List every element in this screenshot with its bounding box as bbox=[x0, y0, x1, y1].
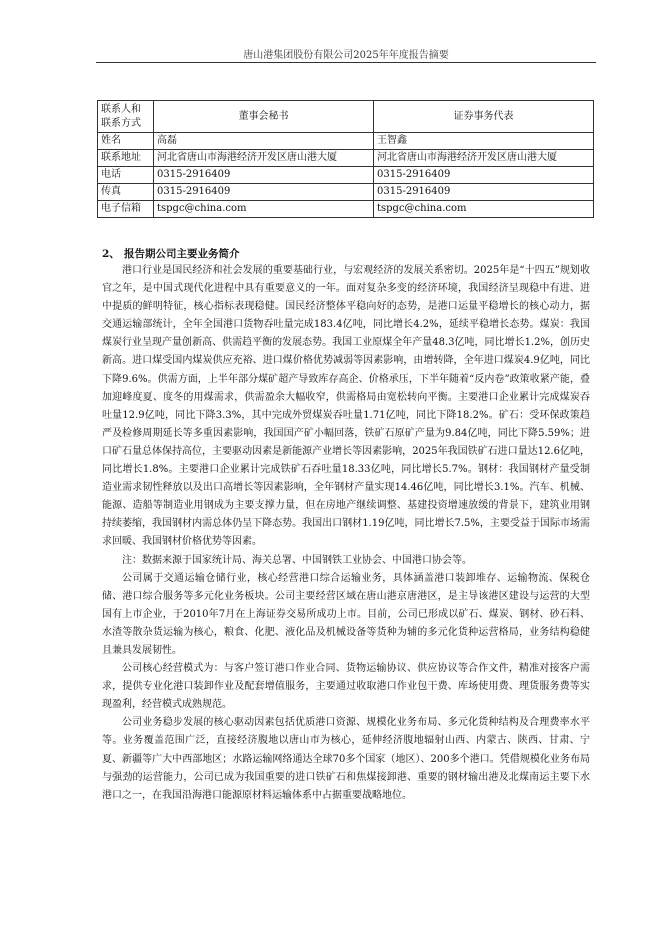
column-header-secretary: 董事会秘书 bbox=[154, 101, 374, 133]
representative-cell: tspgc@china.com bbox=[374, 201, 594, 218]
section-title: 报告期公司主要业务简介 bbox=[124, 248, 240, 260]
header-rule bbox=[96, 62, 596, 63]
row-label: 姓名 bbox=[98, 133, 154, 150]
representative-cell: 王智鑫 bbox=[374, 133, 594, 150]
table-row bbox=[98, 201, 594, 218]
paragraph-company: 公司属于交通运输仓储行业，核心经营港口综合运输业务，具体涵盖港口装卸堆存、运输物流、保税仓储、港口综合服务等多元化业务板块。公司主要经营区域在唐山港京唐港区，是主导该港区建设与运营的大型国有上市企业，于2010年7月在上海证券交易所成功上市。目前，公司已形成以矿石、煤炭、钢材、砂石料、水渣等散杂货运输为核心，粮食、化肥、液化品及机械设备等货种为辅的多元化货种运营格局，业务结构稳健且兼具发展韧性。 bbox=[102, 572, 590, 656]
row-label: 传真 bbox=[98, 184, 154, 201]
column-header-representative: 证券事务代表 bbox=[374, 101, 594, 133]
paragraph-note: 注：数据来源于国家统计局、海关总署、中国钢铁工业协会、中国港口协会等。 bbox=[122, 554, 472, 566]
section-heading bbox=[102, 246, 240, 261]
row-label: 联系地址 bbox=[98, 150, 154, 167]
section-number: 2、 bbox=[102, 248, 120, 260]
representative-cell: 0315-2916409 bbox=[374, 167, 594, 184]
page-header: 唐山港集团股份有限公司2025年年度报告摘要 bbox=[243, 50, 449, 61]
paragraph-business-model: 公司核心经营模式为：与客户签订港口作业合同、货物运输协议、供应协议等合作文件，精准对接客户需求，提供专业化港口装卸作业及配套增值服务，主要通过收取港口作业包干费、库场使用费、理货服务费等实现盈利，经营模式成熟规范。 bbox=[102, 663, 590, 711]
table-row bbox=[98, 184, 594, 201]
secretary-cell: 高磊 bbox=[154, 133, 374, 150]
representative-cell: 0315-2916409 bbox=[374, 184, 594, 201]
table-row bbox=[98, 167, 594, 184]
secretary-cell: tspgc@china.com bbox=[154, 201, 374, 218]
table-row bbox=[98, 150, 594, 167]
secretary-cell: 0315-2916409 bbox=[154, 184, 374, 201]
secretary-cell: 河北省唐山市海港经济开发区唐山港大厦 bbox=[154, 150, 374, 167]
representative-cell: 河北省唐山市海港经济开发区唐山港大厦 bbox=[374, 150, 594, 167]
paragraph-drivers: 公司业务稳步发展的核心驱动因素包括优质港口资源、规模化业务布局、多元化货种结构及合理费率水平等。业务覆盖范围广泛，直接经济腹地以唐山市为核心，延伸经济腹地辐射山西、内蒙古、陕西、甘肃、宁夏、新疆等广大中西部地区；水路运输网络通达全球70多个国家（地区）、200多个港口。凭借规模化业务布局与强劲的运营能力，公司已成为我国重要的进口铁矿石和焦煤接卸港、重要的钢材输出港及北煤南运主要下水港口之一，在我国沿海港口能源原材料运输体系中占据重要战略地位。 bbox=[102, 717, 590, 801]
section-body bbox=[102, 262, 590, 805]
column-header-contact: 联系人和联系方式 bbox=[98, 101, 154, 133]
contact-table bbox=[97, 100, 594, 218]
row-label: 电话 bbox=[98, 167, 154, 184]
table-header-row bbox=[98, 101, 594, 133]
secretary-cell: 0315-2916409 bbox=[154, 167, 374, 184]
paragraph-industry: 港口行业是国民经济和社会发展的重要基础行业，与宏观经济的发展关系密切。2025年是“十四五”规划收官之年，是中国式现代化进程中具有重要意义的一年。面对复杂多变的经济环境，我国经济呈现稳中有进、进中提质的鲜明特征，核心指标表现稳健。国民经济整体平稳向好的态势，是港口运量平稳增长的核心动力，据交通运输部统计，全年全国港口货物吞吐量完成183.4亿吨，同比增长4.2%，延续平稳增长态势。煤炭：我国煤炭行业呈现产量创新高、供需趋平衡的发展态势。我国工业原煤全年产量48.3亿吨，同比增长1.2%，创历史新高。进口煤受国内煤炭供应充裕、进口煤价格优势减弱等因素影响，由增转降，全年进口煤炭4.9亿吨，同比下降9.6%。供需方面，上半年部分煤矿超产导致库存高企、价格承压，下半年随着“反内卷”政策收紧产能，叠加迎峰度夏、度冬的用煤需求，供需盈余大幅收窄，供需格局由宽松转向平衡。主要港口企业累计完成煤炭吞吐量12.9亿吨，同比下降3.3%，其中完成外贸煤炭吞吐量1.71亿吨，同比下降18.2%。矿石：受环保政策趋严及检修周期延长等多重因素影响，我国国产矿小幅回落，铁矿石原矿产量为9.84亿吨，同比下降5.59%；进口矿石量总体保持高位，主要驱动因素是新能源产业增长等因素影响，2025年我国铁矿石进口量达12.6亿吨，同比增长1.8%。主要港口企业累计完成铁矿石吞吐量18.33亿吨，同比增长5.7%。钢材：我国钢材产量受制造业需求韧性释放以及出口高增长等因素影响，全年钢材产量实现14.46亿吨，同比增长3.1%。汽车、机械、能源、造船等制造业用钢成为主要支撑力量，但在房地产继续调整、基建投资增速放缓的背景下，建筑业用钢持续萎缩，我国钢材内需总体仍呈下降态势。我国出口钢材1.19亿吨，同比增长7.5%，主要受益于国际市场需求回暖、我国钢材价格优势等因素。 bbox=[102, 265, 590, 548]
table-row bbox=[98, 133, 594, 150]
row-label: 电子信箱 bbox=[98, 201, 154, 218]
